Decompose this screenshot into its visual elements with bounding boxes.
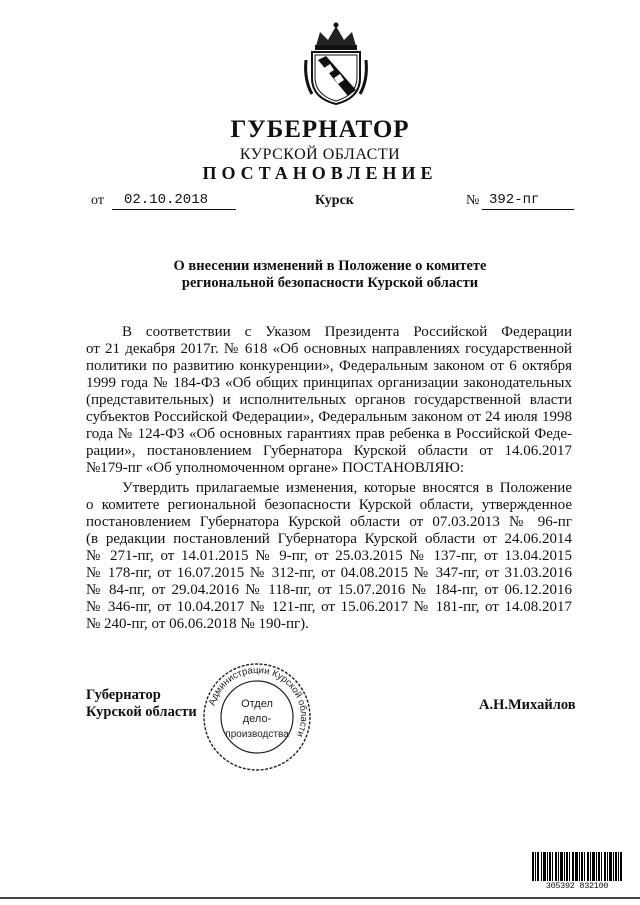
stamp-center-line: Отдел: [241, 698, 273, 710]
header-region: КУРСКОЙ ОБЛАСТИ: [239, 146, 401, 163]
body-line: рации», постановлением Губернатора Курской области от 14.06.2017: [86, 443, 572, 459]
body-line: о комитете региональной безопасности Курской области, утвержденное: [86, 497, 572, 513]
stamp-center-line: дело-: [242, 713, 272, 725]
barcode-number: 305392 832100: [532, 881, 622, 891]
city-name: Курск: [315, 193, 354, 208]
body-line: В соответствии с Указом Президента Российской Федерации: [122, 324, 572, 340]
body-line: от 21 декабря 2017г. № 618 «Об основных направлениях государственной: [86, 341, 572, 357]
coat-of-arms-emblem: [302, 20, 370, 106]
document-date: 02.10.2018: [124, 192, 209, 208]
page-bottom-edge: [0, 897, 640, 899]
signatory-position: [86, 687, 197, 721]
body-line: (представительных) и исполнительных органов государственной власти: [86, 392, 572, 408]
date-prefix: от: [91, 193, 104, 208]
number-prefix: №: [466, 193, 480, 208]
subject-line: О внесении изменений в Положение о комитете: [173, 258, 487, 274]
body-line: № 346-пг, от 10.04.2017 № 121-пг, от 15.06.2017 № 181-пг, от 14.08.2017: [86, 599, 572, 615]
body-line: постановлением Губернатора Курской области от 07.03.2013 № 96-пг: [86, 514, 572, 530]
stamp-ring-text: Администрации Курской области: [206, 664, 310, 739]
body-line: 1999 года № 184-ФЗ «Об общих принципах организации законодательных: [86, 375, 572, 391]
body-line: № 240-пг, от 06.06.2018 № 190-пг).: [86, 616, 309, 632]
body-line: субъектов Российской Федерации», Федеральным законом от 24 июля 1998: [86, 409, 572, 425]
document-number: 392-пг: [489, 192, 540, 208]
subject-line: региональной безопасности Курской области: [181, 275, 479, 291]
date-underline: [112, 209, 236, 210]
body-line: №179-пг «Об уполномоченном органе» ПОСТАНОВЛЯЮ:: [86, 460, 465, 476]
stamp-center-line: производства: [225, 729, 289, 740]
signatory-name: А.Н.Михайлов: [479, 697, 576, 713]
body-line: № 84-пг, от 29.04.2016 № 118-пг, от 15.07.2016 № 184-пг, от 06.12.2016: [86, 582, 572, 598]
body-line: № 271-пг, от 14.01.2015 № 9-пг, от 25.03.2015 № 137-пг, от 13.04.2015: [86, 548, 572, 564]
header-doc-type: ПОСТАНОВЛЕНИЕ: [202, 163, 438, 183]
signatory-position-line: Курской области: [86, 704, 197, 720]
body-line: года № 124-ФЗ «Об основных гарантиях прав ребенка в Российской Феде-: [86, 426, 572, 442]
document-subject: [120, 258, 540, 292]
number-underline: [482, 209, 574, 210]
office-stamp: [198, 661, 316, 773]
signatory-position-line: Губернатор: [86, 687, 161, 703]
body-line: (в редакции постановлений Губернатора Курской области от 24.06.2014: [86, 531, 572, 547]
body-line: Утвердить прилагаемые изменения, которые вносятся в Положение: [122, 480, 572, 496]
header-title: ГУБЕРНАТОР: [230, 116, 410, 143]
body-line: политики по развитию конкуренции», Федеральным законом от 6 октября: [86, 358, 572, 374]
body-line: № 178-пг, от 16.07.2015 № 312-пг, от 04.08.2015 № 347-пг, от 31.03.2016: [86, 565, 572, 581]
